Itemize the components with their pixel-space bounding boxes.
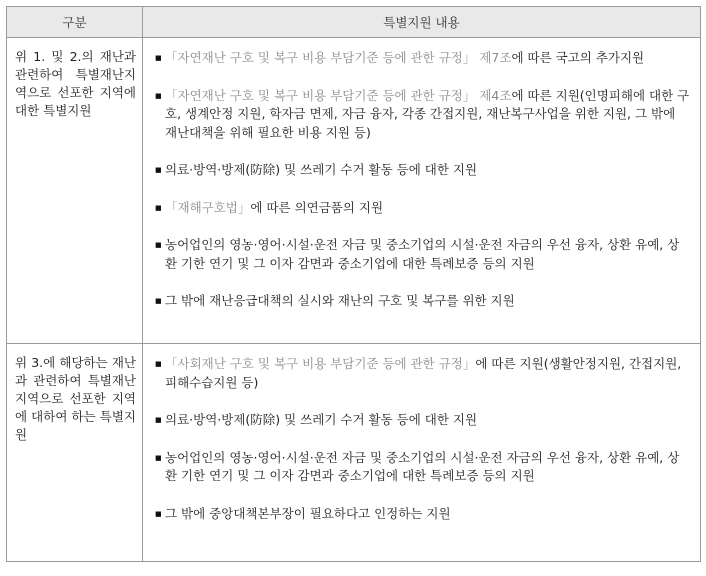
- list-item: [155, 449, 690, 486]
- bullet-icon: ■: [155, 509, 162, 518]
- law-reference: 「자연재난 구호 및 복구 비용 부담기준 등에 관한 규정」 제4조: [165, 87, 512, 103]
- header-content: 특별지원 내용: [143, 7, 701, 38]
- list-item: [155, 505, 690, 524]
- item-text: 에 따른 지원(생활안정지원, 간접지원, 피해수습지원 등): [165, 356, 682, 390]
- content-cell: [143, 344, 701, 562]
- item-text: 의료·방역·방제(防除) 및 쓰레기 수거 활동 등에 대한 지원: [165, 412, 478, 427]
- list-item: [155, 49, 690, 68]
- bullet-icon: ■: [155, 91, 162, 100]
- list-item: [155, 199, 690, 218]
- header-row: [7, 7, 701, 38]
- category-cell: 위 1. 및 2.의 재난과 관련하여 특별재난지역으로 선포한 지역에 대한 특별지원: [7, 38, 143, 344]
- bullet-icon: ■: [155, 203, 162, 212]
- list-item: [155, 236, 690, 273]
- list-item: [155, 411, 690, 430]
- item-text: 의료·방역·방제(防除) 및 쓰레기 수거 활동 등에 대한 지원: [165, 162, 478, 177]
- content-cell: [143, 38, 701, 344]
- item-text: 농어업인의 영농·영어·시설·운전 자금 및 중소기업의 시설·운전 자금의 우선 융자, 상환 유예, 상환 기한 연기 및 그 이자 감면과 중소기업에 대한 특례보증 등의 지원: [165, 237, 680, 271]
- item-text: 에 따른 의연금품의 지원: [250, 199, 384, 215]
- bullet-icon: ■: [155, 54, 162, 62]
- item-text: 에 따른 국고의 추가지원: [511, 50, 645, 65]
- support-table: [6, 6, 701, 562]
- category-cell: 위 3.에 해당하는 재난과 관련하여 특별재난지역으로 선포한 지역에 대하여 하는 특별지원: [7, 344, 143, 562]
- bullet-icon: ■: [155, 297, 162, 305]
- law-reference: 「사회재난 구호 및 복구 비용 부담기준 등에 관한 규정」: [165, 356, 476, 371]
- bullet-icon: ■: [155, 241, 162, 249]
- bullet-icon: ■: [155, 416, 162, 424]
- header-category: 구분: [7, 7, 143, 38]
- item-text: 그 밖에 재난응급대책의 실시와 재난의 구호 및 복구를 위한 지원: [165, 293, 515, 308]
- bullet-icon: ■: [155, 360, 162, 368]
- item-text: 그 밖에 중앙대책본부장이 필요하다고 인정하는 지원: [165, 505, 451, 521]
- bullet-icon: ■: [155, 166, 162, 174]
- list-item: [155, 87, 690, 143]
- law-reference: 「재해구호법」: [165, 199, 251, 215]
- list-item: [155, 355, 690, 392]
- item-text: 농어업인의 영농·영어·시설·운전 자금 및 중소기업의 시설·운전 자금의 우선 융자, 상환 유예, 상환 기한 연기 및 그 이자 감면과 중소기업에 대한 특례보증 등의 지원: [165, 449, 680, 483]
- table-row: [7, 344, 701, 562]
- item-text: 에 따른 지원(인명피해에 대한 구호, 생계안정 지원, 학자금 면제, 자금 융자, 각종 간접지원, 재난복구사업을 위한 지원, 그 밖에 재난대책을 위해 필요한 비용 지원 등): [165, 87, 690, 140]
- list-item: [155, 292, 690, 311]
- bullet-icon: ■: [155, 453, 162, 462]
- law-reference: 「자연재난 구호 및 복구 비용 부담기준 등에 관한 규정」 제7조: [165, 50, 512, 65]
- table-row: [7, 38, 701, 344]
- list-item: [155, 161, 690, 180]
